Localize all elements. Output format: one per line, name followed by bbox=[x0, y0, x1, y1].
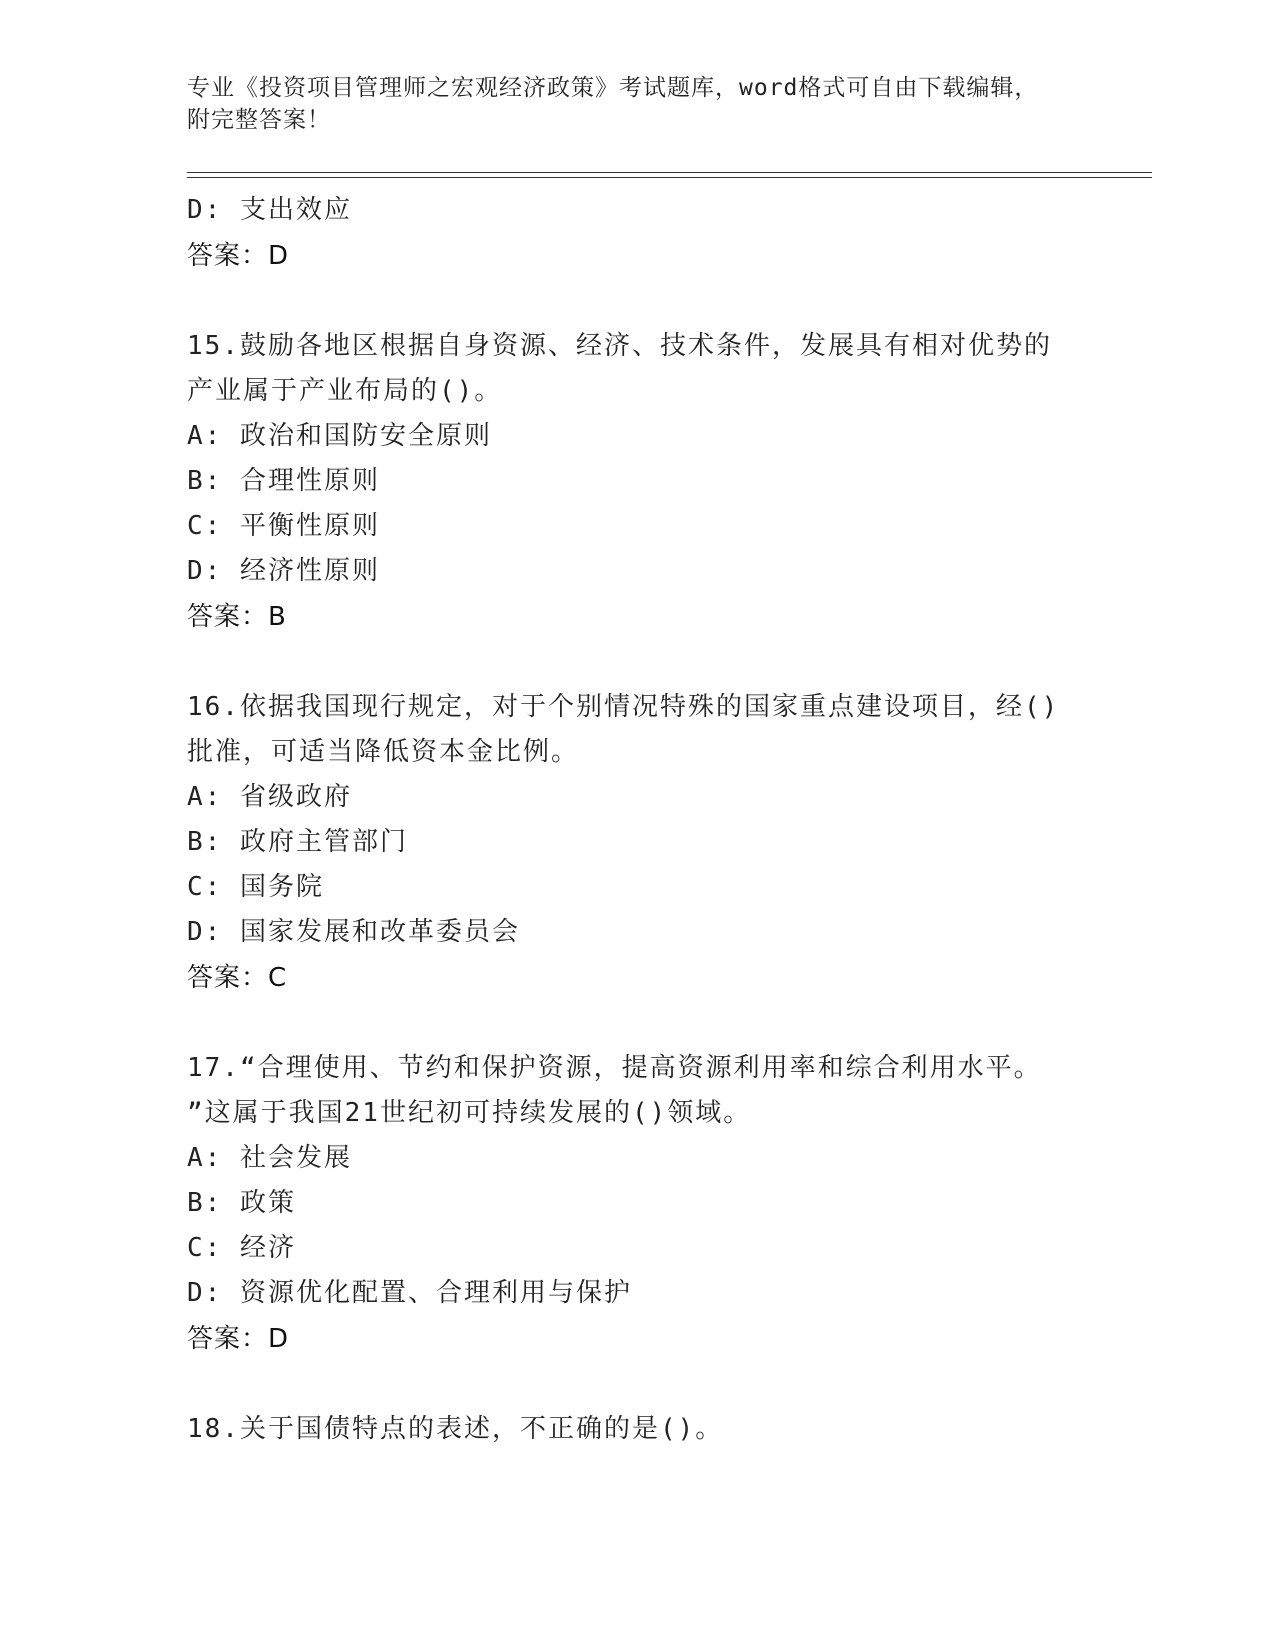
option-c: C: 国务院 bbox=[187, 872, 324, 902]
question-stem-line-2: 批准，可适当降低资本金比例。 bbox=[187, 737, 580, 767]
answer: 答案：C bbox=[187, 963, 288, 993]
option-a: A: 社会发展 bbox=[187, 1143, 352, 1173]
question-18 bbox=[187, 1407, 1087, 1452]
option-b: B: 合理性原则 bbox=[187, 466, 380, 496]
header-rule-bottom bbox=[187, 177, 1152, 178]
option-b: B: 政策 bbox=[187, 1188, 296, 1218]
option-b: B: 政府主管部门 bbox=[187, 827, 408, 857]
document-header bbox=[187, 72, 1087, 136]
header-line-1: 专业《投资项目管理师之宏观经济政策》考试题库，word格式可自由下载编辑， bbox=[187, 75, 1039, 101]
option-a: A: 政治和国防安全原则 bbox=[187, 421, 492, 451]
question-stem-line-1: 17.“合理使用、节约和保护资源，提高资源利用率和综合利用水平。 bbox=[187, 1053, 1042, 1083]
question-stem-line-1: 15.鼓励各地区根据自身资源、经济、技术条件，发展具有相对优势的 bbox=[187, 331, 1052, 361]
question-stem-line-2: 产业属于产业布局的()。 bbox=[187, 376, 503, 406]
question-stem-line-1: 16.依据我国现行规定，对于个别情况特殊的国家重点建设项目，经() bbox=[187, 692, 1060, 722]
header-line-2: 附完整答案！ bbox=[187, 107, 331, 133]
question-16 bbox=[187, 685, 1087, 1002]
answer: 答案：D bbox=[187, 1324, 290, 1354]
question-15 bbox=[187, 324, 1087, 641]
option-a: A: 省级政府 bbox=[187, 782, 352, 812]
option-d: D: 经济性原则 bbox=[187, 556, 380, 586]
option-c: C: 平衡性原则 bbox=[187, 511, 380, 541]
question-14-tail bbox=[187, 188, 1087, 280]
option-d: D: 支出效应 bbox=[187, 195, 352, 225]
question-list bbox=[187, 188, 1087, 1452]
option-c: C: 经济 bbox=[187, 1233, 296, 1263]
question-17 bbox=[187, 1046, 1087, 1363]
question-stem-line-1: 18.关于国债特点的表述，不正确的是()。 bbox=[187, 1414, 724, 1444]
option-d: D: 资源优化配置、合理利用与保护 bbox=[187, 1278, 632, 1308]
question-stem-line-2: ”这属于我国21世纪初可持续发展的()领域。 bbox=[187, 1098, 752, 1128]
answer: 答案：B bbox=[187, 602, 287, 632]
answer: 答案：D bbox=[187, 241, 290, 271]
header-rule-top bbox=[187, 172, 1152, 173]
option-d: D: 国家发展和改革委员会 bbox=[187, 917, 520, 947]
